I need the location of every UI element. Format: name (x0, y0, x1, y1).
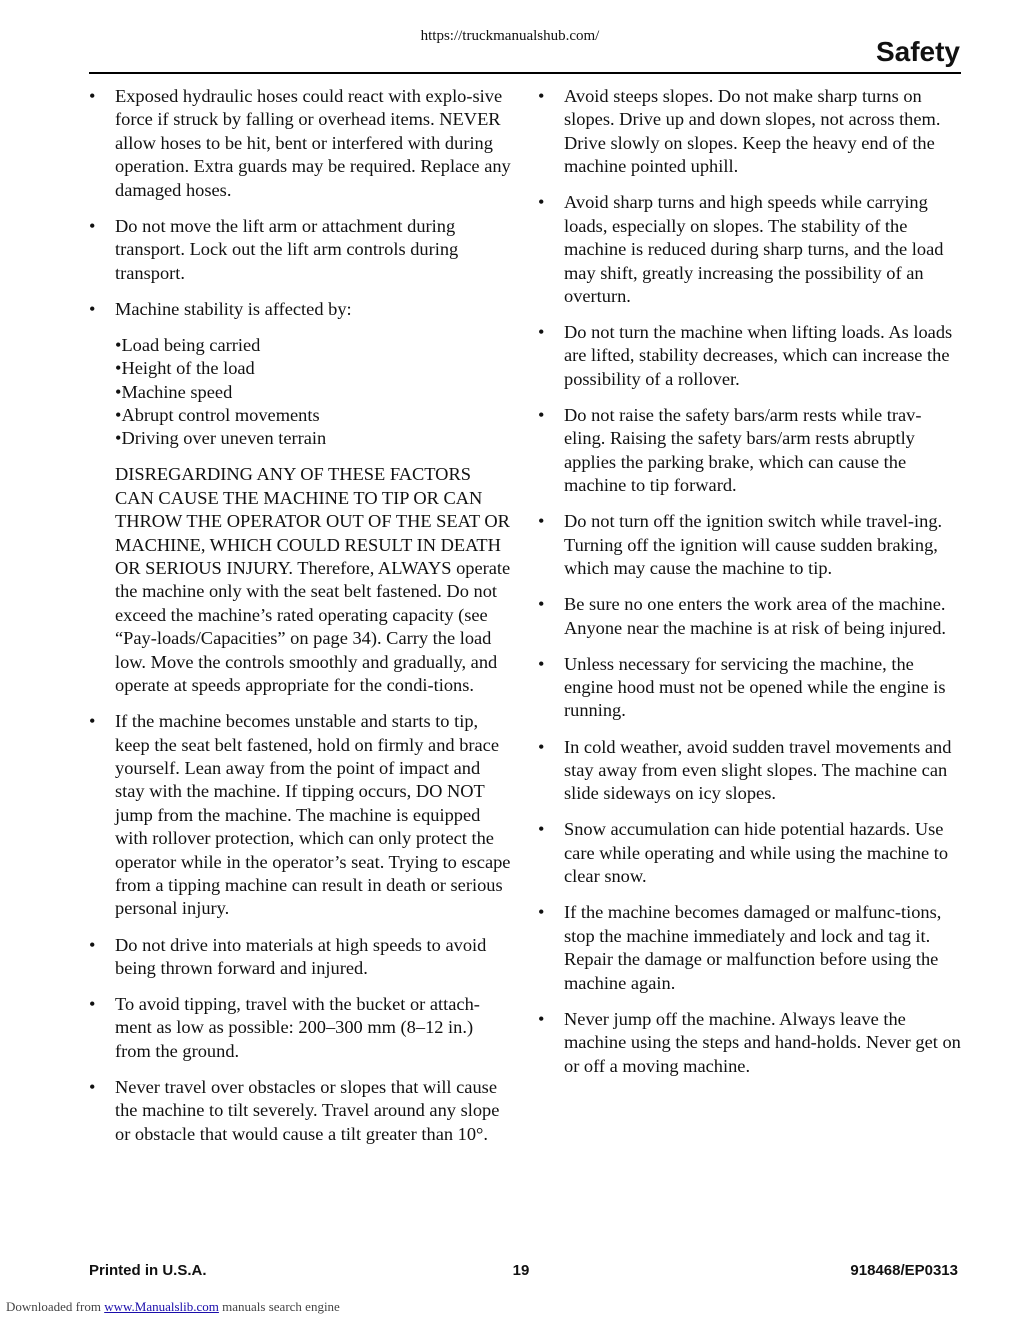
list-item: • If the machine becomes damaged or malfunc-tions, stop the machine immediately and lock and tag it. Repair the damage or malfunction before using the machine again. (538, 901, 962, 995)
list-item: • Avoid steeps slopes. Do not make sharp turns on slopes. Drive up and down slopes, not across them. Drive slowly on slopes. Keep the heavy end of the machine pointed uphill. (538, 85, 962, 179)
stability-factor: • Height of the load (115, 357, 513, 380)
footer-printed: Printed in U.S.A. (89, 1262, 207, 1279)
stability-factor: • Machine speed (115, 381, 513, 404)
list-item: • Never jump off the machine. Always leave the machine using the steps and hand-holds. Never get on or off a moving machine. (538, 1008, 962, 1078)
list-item: • To avoid tipping, travel with the bucket or attach-ment as low as possible: 200–300 mm (8–12 in.) from the ground. (89, 993, 513, 1063)
list-item: • Never travel over obstacles or slopes that will cause the machine to tilt severely. Travel around any slope or obstacle that would cause a tilt greater than 10°. (89, 1076, 513, 1146)
stability-warning: DISREGARDING ANY OF THESE FACTORS CAN CAUSE THE MACHINE TO TIP OR CAN THROW THE OPERATOR OUT OF THE SEAT OR MACHINE, WHICH COULD RESULT IN DEATH OR SERIOUS INJURY. Therefore, ALWAYS operate the machine only with the seat belt fastened. Do not exceed the machine’s rated operating capacity (see “Pay-loads/Capacities” on page 34). Carry the load low. Move the controls smoothly and gradually, and operate at speeds appropriate for the condi-tions. (115, 464, 511, 696)
left-safety-list (89, 85, 513, 1146)
list-item-stability (89, 298, 513, 698)
download-prefix: Downloaded from (6, 1299, 101, 1314)
download-note (6, 1299, 340, 1315)
manualslib-link[interactable]: www.Manualslib.com (104, 1299, 219, 1314)
section-title: Safety (875, 36, 960, 67)
list-item: • Do not drive into materials at high speeds to avoid being thrown forward and injured. (89, 934, 513, 981)
stability-factor: • Load being carried (115, 334, 513, 357)
list-item: • Unless necessary for servicing the machine, the engine hood must not be opened while the engine is running. (538, 653, 962, 723)
download-suffix: manuals search engine (222, 1299, 340, 1314)
list-item: • Do not turn the machine when lifting loads. As loads are lifted, stability decreases, which can increase the possibility of a rollover. (538, 321, 962, 391)
source-url[interactable]: https://truckmanualshub.com/ (420, 28, 600, 44)
right-safety-list (538, 85, 962, 1078)
list-item: • In cold weather, avoid sudden travel movements and stay away from even slight slopes. The machine can slide sideways on icy slopes. (538, 736, 962, 806)
right-column (538, 85, 962, 1091)
document-code: 918468/EP0313 (850, 1262, 958, 1279)
list-item: • Avoid sharp turns and high speeds while carrying loads, especially on slopes. The stability of the machine is reduced during sharp turns, and the load may shift, greatly increasing the possibility of an overturn. (538, 191, 962, 308)
list-item: • If the machine becomes unstable and starts to tip, keep the seat belt fastened, hold on firmly and brace yourself. Lean away from the point of impact and stay with the machine. If tipping occurs, DO NOT jump from the machine. The machine is equipped with rollover protection, which can only protect the operator while in the operator’s seat. Trying to escape from a tipping machine can result in death or serious personal injury. (89, 710, 513, 921)
stability-factor: • Driving over uneven terrain (115, 427, 513, 450)
list-item: • Do not move the lift arm or attachment during transport. Lock out the lift arm controls during transport. (89, 215, 513, 285)
stability-factor-list (115, 334, 513, 451)
list-item: • Snow accumulation can hide potential hazards. Use care while operating and while using the machine to clear snow. (538, 818, 962, 888)
stability-intro: • Machine stability is affected by: (115, 298, 352, 319)
list-item: • Do not turn off the ignition switch while travel-ing. Turning off the ignition will cause sudden braking, which may cause the machine to tip. (538, 510, 962, 580)
list-item: • Do not raise the safety bars/arm rests while trav-eling. Raising the safety bars/arm rests abruptly applies the parking brake, which can cause the machine to tip forward. (538, 404, 962, 498)
header-rule (89, 72, 961, 74)
list-item: • Be sure no one enters the work area of the machine. Anyone near the machine is at risk of being injured. (538, 593, 962, 640)
stability-factor: • Abrupt control movements (115, 404, 513, 427)
left-column (89, 85, 513, 1159)
page-number: 19 (512, 1262, 530, 1279)
list-item: • Exposed hydraulic hoses could react with explo-sive force if struck by falling or overhead items. NEVER allow hoses to be hit, bent or interfered with during operation. Extra guards may be required. Replace any damaged hoses. (89, 85, 513, 202)
